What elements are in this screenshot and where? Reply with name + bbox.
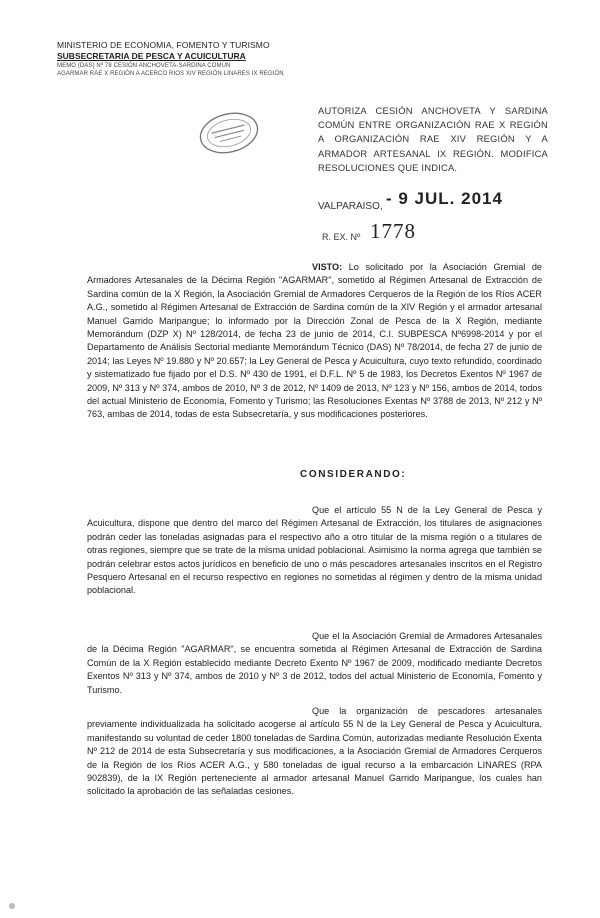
considerando-paragraph-3: Que la organización de pescadores artesanales previamente individualizada ha solicitado acogerse al artículo 55 N de la Ley General de Pesca y Acuicultura, manifestando su voluntad de ceder 1800 toneladas de Sardina Común, autorizadas mediante Resolución Exenta Nº 212 de 2014 de esta Subsecretaría y sus modificaciones, a la Asociación Gremial de Armadores Cerqueros de la Región de los Ríos ACER A.G., y 580 toneladas de igual recurso a la embarcación LINARES (RPA 902839), de la IX Región perteneciente al armador artesanal Manuel Garrido Maripangue, los cuales han solicitado la aprobación de las señaladas cesiones.	[87, 706, 542, 797]
considerando-heading: CONSIDERANDO:	[300, 469, 407, 480]
page-corner-mark-icon	[6, 900, 18, 912]
resolution-subject: AUTORIZA CESIÓN ANCHOVETA Y SARDINA COMÚN ENTRE ORGANIZACIÓN RAE X REGIÓN A ORGANIZACIÓN RAE XIV REGIÓN Y A ARMADOR ARTESANAL IX REGIÓN. MODIFICA RESOLUCIONES QUE INDICA.	[318, 105, 548, 173]
considerando-paragraph-2: Que el la Asociación Gremial de Armadores Artesanales de la Décima Región "AGARMAR", se encuentra sometida al Régimen Artesanal de Extracción de Sardina Común de la X Región establecido mediante Decreto Exento Nº 1967 de 2009, modificado mediante Decretos Exentos Nº 313 y Nº 374, ambos de 2010 y Nº 3 de 2012, todos del actual Ministerio de Economía, Fomento y Turismo.	[87, 631, 542, 695]
subsecretaria-name: SUBSECRETARIA DE PESCA Y ACUICULTURA	[57, 51, 246, 61]
resolution-number-label: R. EX. Nº	[322, 232, 361, 242]
organization-reference: AGARMAR RAE X REGIÓN A ACERCO RIOS XIV REGIÓN LINARES IX REGIÓN	[57, 71, 284, 77]
visto-text: Lo solicitado por la Asociación Gremial de Armadores Artesanales de la Décima Región "AGARMAR", sometido al Régimen Artesanal de Extracción de Sardina común de la X Región, la Asociación Gremial de Armadores Cerqueros de la Región de los Ríos ACER A.G., sometido al Régimen Artesanal de Extracción de Sardina común de la XIV Región y el armador artesanal Manuel Garrido Maripangue; lo informado por la Dirección Zonal de Pesca de la X Región, mediante Memorándum (DZP X) Nº 128/2014, de fecha 23 de junio de 2014, C.I. SUBPESCA Nº6998-2014 y por el Departamento de Análisis Sectorial mediante Memorándum Técnico (DAS) Nº 78/2014, de fecha 27 de junio de 2014; las Leyes Nº 19.880 y Nº 20.657; la Ley General de Pesca y Acuicultura, cuyo texto refundido, coordinado y sistematizado fue fijado por el D.S. Nº 430 de 1991, el D.F.L. Nº 5 de 1983, los Decretos Exentos Nº 1967 de 2009, Nº 313 y Nº 374, ambos de 2010, Nº 3 de 2012, Nº 1409 de 2013, Nº 123 y Nº 156, ambos de 2014, todos del actual Ministerio de Economía, Fomento y Turismo; las Resoluciones Exentas Nº 3788 de 2013, Nº 212 y Nº 763, ambas de 2014, todas de esta Subsecretaría, y sus modificaciones posteriores.	[87, 262, 542, 420]
visto-paragraph	[87, 261, 542, 422]
resolution-number: 1778	[370, 219, 416, 243]
place-label: VALPARAISO,	[318, 201, 383, 212]
memo-reference: MEMO (DAS) Nº 78 CESIÓN ANCHOVETA-SARDINA COMÚN	[57, 63, 231, 69]
visto-label: VISTO:	[312, 262, 343, 272]
letterhead	[57, 40, 317, 77]
considerando-paragraph-1: Que el artículo 55 N de la Ley General de Pesca y Acuicultura, dispone que dentro del marco del Régimen Artesanal de Extracción, los titulares de asignaciones podrán ceder las toneladas asignadas para el respectivo año a otro titular de la misma región o a titulares de otras regiones, siempre que se trate de la misma unidad poblacional. Asimismo la norma agrega que también se podrán celebrar estos actos jurídicos en beneficio de uno o más pescadores artesanales inscritos en el Registro Pesquero Artesanal en el recurso respectivo en regiones no sometidas al régimen y dentro de la misma unidad poblacional.	[87, 505, 542, 596]
resolution-date: - 9 JUL. 2014	[386, 189, 503, 208]
ministry-name: MINISTERIO DE ECONOMIA, FOMENTO Y TURISMO	[57, 40, 270, 50]
official-seal-stamp-icon	[194, 105, 264, 161]
